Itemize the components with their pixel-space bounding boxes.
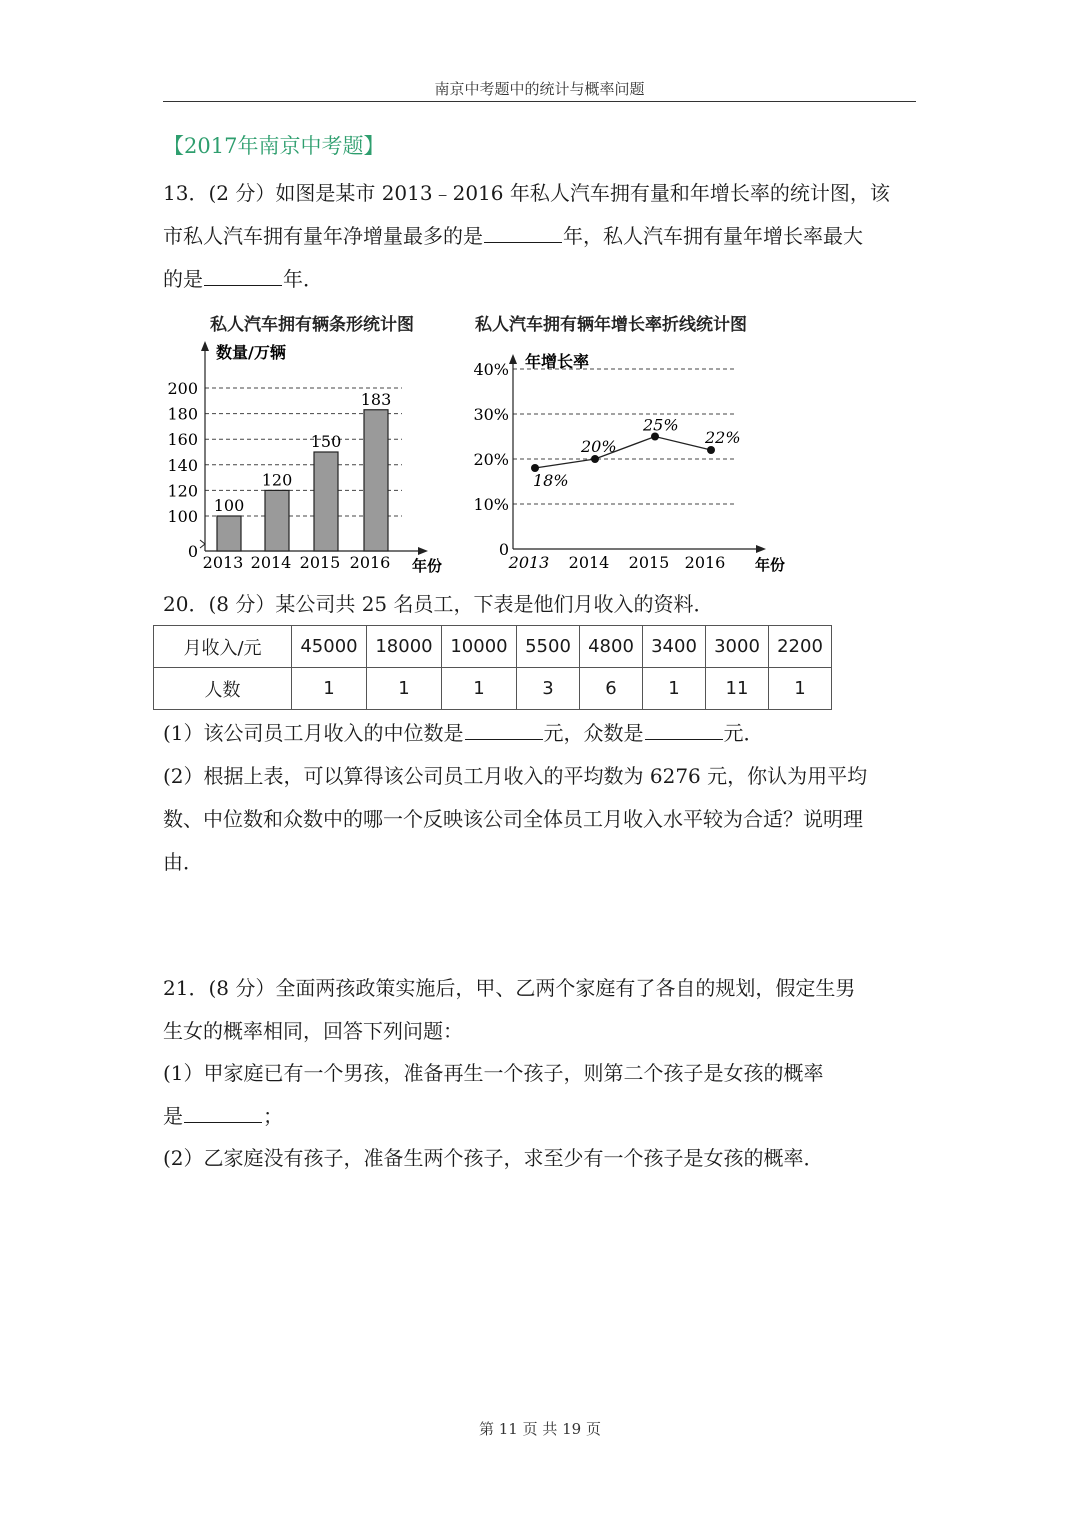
line-point-label: 20% xyxy=(581,437,617,456)
answer-blank xyxy=(204,263,282,286)
bar-y-tick-label: 120 xyxy=(167,481,198,501)
line-y-axis-label: 年增长率 xyxy=(525,352,590,371)
count-cell: 6 xyxy=(580,668,643,710)
bar-chart xyxy=(160,335,460,580)
line-y-tick-label: 30% xyxy=(473,405,509,424)
income-cell: 18000 xyxy=(367,626,442,668)
q20-part2-line1: (2）根据上表，可以算得该公司员工月收入的平均数为 6276 元，你认为用平均 xyxy=(163,764,868,788)
q13-line3b: 年． xyxy=(283,267,323,291)
q20-part2-line2: 数、中位数和众数中的哪一个反映该公司全体员工月收入水平较为合适？说明理 xyxy=(163,807,863,831)
count-cell: 11 xyxy=(706,668,769,710)
q20-part1c: 元． xyxy=(723,721,764,745)
line-point-label: 18% xyxy=(533,471,569,490)
q13-line2a: 市私人汽车拥有量年净增量最多的是 xyxy=(163,224,483,248)
bar-x-tick-label: 2013 xyxy=(202,553,244,572)
line-x-tick-label: 2014 xyxy=(568,553,610,572)
income-cell: 4800 xyxy=(580,626,643,668)
line-y-tick-label: 40% xyxy=(473,360,509,379)
line-point-2016 xyxy=(707,446,715,454)
bar-y-arrow xyxy=(201,341,209,351)
q21-line2: 生女的概率相同，回答下列问题： xyxy=(163,1019,463,1043)
bar-y-tick-label: 200 xyxy=(167,379,198,398)
income-cell: 3400 xyxy=(643,626,706,668)
count-cell: 1 xyxy=(769,668,832,710)
q21-part1-line2 xyxy=(163,1095,916,1138)
page-footer: 第 11 页 共 19 页 xyxy=(478,1420,601,1438)
bar-y-tick-label: 160 xyxy=(167,430,198,450)
q13-line3 xyxy=(163,258,916,301)
income-cell: 5500 xyxy=(517,626,580,668)
q20-intro: 20．(8 分）某公司共 25 名员工，下表是他们月收入的资料． xyxy=(163,592,714,616)
line-y-tick-label: 0 xyxy=(498,540,509,559)
line-y-tick-label: 20% xyxy=(473,450,509,469)
header-rule xyxy=(163,101,916,102)
answer-blank xyxy=(184,1100,262,1123)
income-cell: 3000 xyxy=(706,626,769,668)
line-y-arrow xyxy=(509,354,517,364)
table-header-cell: 月收入/元 xyxy=(154,626,292,668)
bar-x-tick-label: 2016 xyxy=(349,553,391,572)
count-cell: 1 xyxy=(292,668,367,710)
bar-x-tick-label: 2014 xyxy=(250,553,292,572)
bar-x-arrow xyxy=(418,547,428,555)
bar-y-tick-label: 180 xyxy=(167,404,198,424)
line-chart xyxy=(465,340,805,580)
count-cell: 1 xyxy=(442,668,517,710)
income-cell: 10000 xyxy=(442,626,517,668)
line-x-axis-label: 年份 xyxy=(755,556,786,574)
bar-2013 xyxy=(217,516,241,551)
bar-y-tick-label: 140 xyxy=(167,455,198,475)
q20-part2-line3: 由． xyxy=(163,850,203,874)
q20-part1b: 元，众数是 xyxy=(543,721,644,745)
income-cell: 45000 xyxy=(292,626,367,668)
q21-part1-line1: (1）甲家庭已有一个男孩，准备再生一个孩子，则第二个孩子是女孩的概率 xyxy=(163,1061,824,1085)
table-row xyxy=(154,668,832,710)
section-title: 【2017年南京中考题】 xyxy=(163,134,385,158)
line-y-tick-label: 10% xyxy=(473,495,509,514)
q13-line2 xyxy=(163,215,916,258)
income-table xyxy=(153,625,832,710)
answer-blank xyxy=(484,220,562,243)
bar-value-label: 183 xyxy=(360,389,392,409)
line-point-2014 xyxy=(591,455,599,463)
page-header: 南京中考题中的统计与概率问题 xyxy=(434,80,645,98)
count-cell: 1 xyxy=(367,668,442,710)
line-point-label: 25% xyxy=(643,415,679,435)
q13-line2b: 年，私人汽车拥有量年增长率最大 xyxy=(563,224,863,248)
answer-blank xyxy=(465,717,543,740)
q20-part1a: (1）该公司员工月收入的中位数是 xyxy=(163,721,464,745)
bar-y-tick-label: 100 xyxy=(167,507,198,526)
answer-blank xyxy=(645,717,723,740)
bar-value-label: 150 xyxy=(310,432,342,451)
count-cell: 3 xyxy=(517,668,580,710)
q21-line1: 21．(8 分）全面两孩政策实施后，甲、乙两个家庭有了各自的规划，假定生男 xyxy=(163,976,856,1000)
bar-y-tick-label: 0 xyxy=(187,542,198,561)
q21-part1-line2b: ； xyxy=(263,1104,283,1128)
bar-y-axis-label: 数量/万辆 xyxy=(216,343,286,362)
bar-x-tick-label: 2015 xyxy=(299,553,341,572)
count-cell: 1 xyxy=(643,668,706,710)
table-header-cell: 人数 xyxy=(154,668,292,710)
q21-part1-line2a: 是 xyxy=(163,1104,183,1128)
q20-part1 xyxy=(163,712,916,755)
line-x-tick-label: 2013 xyxy=(508,553,550,572)
bar-value-label: 100 xyxy=(213,496,245,515)
growth-rate-line xyxy=(535,437,711,469)
line-x-tick-label: 2016 xyxy=(684,553,726,572)
line-chart-title: 私人汽车拥有辆年增长率折线统计图 xyxy=(475,315,747,335)
bar-value-label: 120 xyxy=(261,470,293,490)
q13-line3a: 的是 xyxy=(163,267,203,291)
q21-part2: (2）乙家庭没有孩子，准备生两个孩子，求至少有一个孩子是女孩的概率． xyxy=(163,1146,824,1170)
q13-line1: 13．(2 分）如图是某市 2013﹣2016 年私人汽车拥有量和年增长率的统计图，该 xyxy=(163,181,890,205)
bar-2015 xyxy=(314,452,338,551)
bar-2014 xyxy=(265,490,289,551)
line-x-tick-label: 2015 xyxy=(628,553,670,572)
bar-chart-title: 私人汽车拥有辆条形统计图 xyxy=(210,315,414,335)
income-cell: 2200 xyxy=(769,626,832,668)
line-point-label: 22% xyxy=(705,428,741,447)
bar-x-axis-label: 年份 xyxy=(412,557,443,575)
axis-break-mark xyxy=(200,540,205,548)
line-x-arrow xyxy=(756,545,766,553)
bar-2016 xyxy=(364,410,388,551)
table-row xyxy=(154,626,832,668)
